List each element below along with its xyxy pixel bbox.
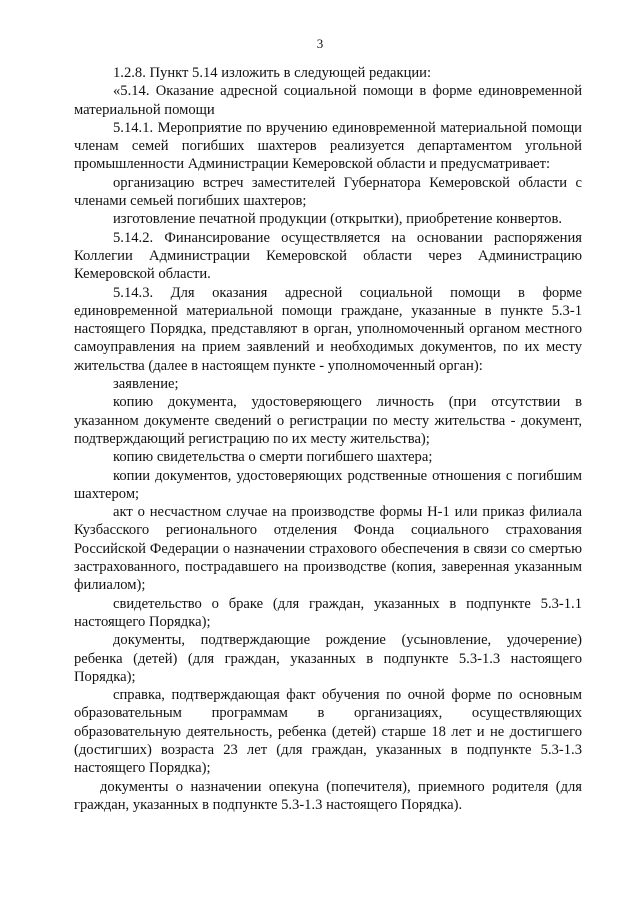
- paragraph-clause-5-14-1: 5.14.1. Мероприятие по вручению единовременной материальной помощи членам семей погибших шахтеров реализуется департаментом угольной промышленности Администрации Кемеровской области и предусматривает:: [74, 119, 582, 173]
- paragraph-meetings: организацию встреч заместителей Губернатора Кемеровской области с членами семьей погибших шахтеров;: [74, 174, 582, 210]
- paragraph-clause-5-14-3: 5.14.3. Для оказания адресной социальной помощи в форме единовременной материальной помощи граждане, указанные в пункте 5.3-1 настоящего Порядка, представляют в орган, уполномоченный органом местного самоуправления на прием заявлений и необходимых документов, по их месту жительства (далее в настоящем пункте - уполномоченный орган):: [74, 284, 582, 374]
- list-item-study-certificate: справка, подтверждающая факт обучения по очной форме по основным образовательным программам в организациях, осуществляющих образовательную деятельность, ребенка (детей) старше 18 лет и не достигшего (достигших) возраста 23 лет (для граждан, указанных в подпункте 5.3-1.3 настоящего Порядка);: [74, 687, 582, 777]
- list-item-accident-report: акт о несчастном случае на производстве формы Н-1 или приказ филиала Кузбасского регионального отделения Фонда социального страхования Российской Федерации о назначении страхового обеспечения в связи со смертью застрахованного, пострадавшего на производстве (копия, заверенная указанным филиалом);: [74, 504, 582, 594]
- list-item-guardianship-documents: документы о назначении опекуна (попечителя), приемного родителя (для граждан, указанных в подпункте 5.3-1.3 настоящего Порядка).: [74, 778, 582, 813]
- page-number: 3: [316, 36, 324, 51]
- list-item-marriage-certificate: свидетельство о браке (для граждан, указанных в подпункте 5.3-1.1 настоящего Порядка);: [74, 595, 582, 630]
- list-item-application: заявление;: [113, 376, 179, 393]
- list-item-kinship-documents: копии документов, удостоверяющих родственные отношения с погибшим шахтером;: [74, 467, 582, 502]
- list-item-birth-documents: документы, подтверждающие рождение (усыновление, удочерение) ребенка (детей) (для граждан, указанных в подпункте 5.3-1.3 настоящего Порядка);: [74, 632, 582, 685]
- paragraph-clause-5-14-heading: «5.14. Оказание адресной социальной помощи в форме единовременной материальной помощи: [74, 83, 582, 118]
- paragraph-clause-1-2-8: 1.2.8. Пункт 5.14 изложить в следующей редакции:: [113, 65, 432, 81]
- paragraph-printing: изготовление печатной продукции (открытки), приобретение конвертов.: [113, 211, 563, 228]
- list-item-death-certificate: копию свидетельства о смерти погибшего шахтера;: [113, 449, 433, 466]
- document-body: [74, 64, 582, 814]
- list-item-identity-document: копию документа, удостоверяющего личность (при отсутствии в указанном документе сведений о регистрации по месту жительства - документ, подтверждающий регистрацию по их месту жительства);: [74, 394, 582, 447]
- paragraph-clause-5-14-2: 5.14.2. Финансирование осуществляется на основании распоряжения Коллегии Администрации Кемеровской области через Администрацию Кемеровской области.: [74, 229, 582, 283]
